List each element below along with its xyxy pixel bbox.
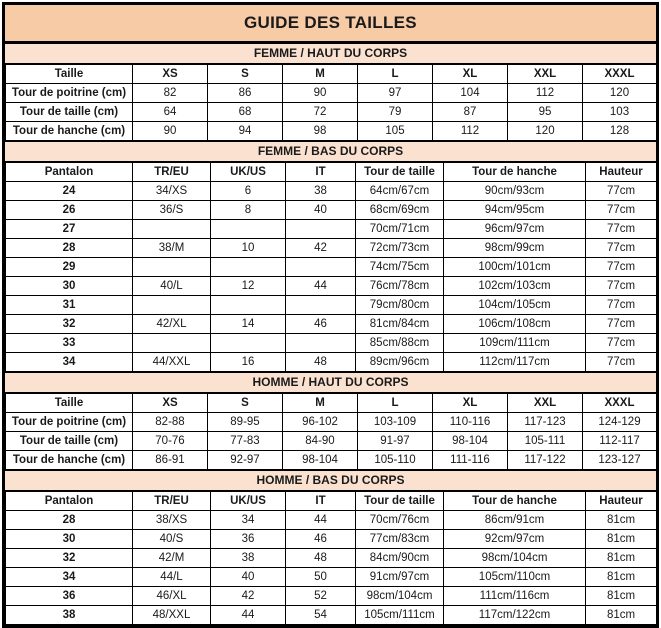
table-cell: 77cm	[586, 201, 657, 220]
page-title: GUIDE DES TAILLES	[5, 5, 656, 43]
table-row	[6, 451, 657, 470]
table-cell: 10	[211, 239, 286, 258]
table-cell: 77cm	[586, 220, 657, 239]
table-cell: 74cm/75cm	[356, 258, 444, 277]
table-cell: Tour de poitrine (cm)	[6, 84, 133, 103]
table-cell: 98-104	[433, 432, 508, 451]
column-header-cell: S	[208, 65, 283, 84]
table-cell: 117-123	[508, 413, 583, 432]
table-cell: 92cm/97cm	[444, 530, 586, 549]
column-header-cell: TR/EU	[133, 492, 211, 511]
table-row	[6, 568, 657, 587]
table-cell: 81cm	[586, 511, 657, 530]
table-cell: Tour de hanche (cm)	[6, 451, 133, 470]
table-cell: 72	[283, 103, 358, 122]
table-row	[6, 549, 657, 568]
table-cell: 98cm/104cm	[444, 549, 586, 568]
table-cell: 97	[358, 84, 433, 103]
table-cell: 28	[6, 239, 133, 258]
table-cell: 120	[508, 122, 583, 141]
table-cell: 77cm	[586, 296, 657, 315]
table-cell: 112	[508, 84, 583, 103]
table-cell: 86	[208, 84, 283, 103]
table-cell: 103	[583, 103, 657, 122]
table-cell: 87	[433, 103, 508, 122]
table-cell: 70cm/71cm	[356, 220, 444, 239]
table-cell: 44	[286, 277, 356, 296]
table-cell: 82-88	[133, 413, 208, 432]
table-cell: 81cm	[586, 530, 657, 549]
table-cell: 34	[211, 511, 286, 530]
table-cell: 104	[433, 84, 508, 103]
table-cell: 96-102	[283, 413, 358, 432]
table-cell: 105-110	[358, 451, 433, 470]
table-cell: 50	[286, 568, 356, 587]
table-cell: 94cm/95cm	[444, 201, 586, 220]
table-row	[6, 239, 657, 258]
femme-haut-table	[5, 64, 657, 141]
table-cell: Tour de hanche (cm)	[6, 122, 133, 141]
table-cell	[211, 220, 286, 239]
table-cell: 44	[211, 606, 286, 625]
table-cell: 77cm	[586, 182, 657, 201]
table-header-row	[6, 394, 657, 413]
table-cell: 38	[211, 549, 286, 568]
table-cell: 77cm	[586, 258, 657, 277]
table-cell: 112-117	[583, 432, 657, 451]
column-header-cell: XL	[433, 65, 508, 84]
table-cell: 92-97	[208, 451, 283, 470]
table-row	[6, 258, 657, 277]
table-header-row	[6, 65, 657, 84]
table-cell: 77cm	[586, 334, 657, 353]
column-header-cell: XS	[133, 394, 208, 413]
table-cell: 46	[286, 530, 356, 549]
table-cell: 124-129	[583, 413, 657, 432]
table-cell: 42	[286, 239, 356, 258]
table-header-row	[6, 163, 657, 182]
table-cell: 46/XL	[133, 587, 211, 606]
table-cell: 31	[6, 296, 133, 315]
table-cell: 105cm/111cm	[356, 606, 444, 625]
table-cell	[133, 296, 211, 315]
table-cell: 28	[6, 511, 133, 530]
table-cell: 42	[211, 587, 286, 606]
table-cell: 128	[583, 122, 657, 141]
table-row	[6, 511, 657, 530]
column-header-cell: S	[208, 394, 283, 413]
table-cell: 52	[286, 587, 356, 606]
table-cell: 40/S	[133, 530, 211, 549]
table-cell: 64cm/67cm	[356, 182, 444, 201]
column-header-cell: UK/US	[211, 492, 286, 511]
column-header-cell: IT	[286, 492, 356, 511]
table-row	[6, 530, 657, 549]
table-cell: 42/M	[133, 549, 211, 568]
table-cell: 76cm/78cm	[356, 277, 444, 296]
homme-haut-table	[5, 393, 657, 470]
table-cell: 38	[286, 182, 356, 201]
table-cell: 40/L	[133, 277, 211, 296]
table-cell: 29	[6, 258, 133, 277]
table-cell: 106cm/108cm	[444, 315, 586, 334]
table-cell: 16	[211, 353, 286, 372]
column-header-cell: IT	[286, 163, 356, 182]
table-cell: 72cm/73cm	[356, 239, 444, 258]
table-cell	[286, 220, 356, 239]
column-header-cell: L	[358, 394, 433, 413]
table-cell: 90cm/93cm	[444, 182, 586, 201]
column-header-cell: Hauteur	[586, 163, 657, 182]
table-cell: 54	[286, 606, 356, 625]
table-row	[6, 432, 657, 451]
table-cell: 77-83	[208, 432, 283, 451]
table-cell: 100cm/101cm	[444, 258, 586, 277]
table-row	[6, 277, 657, 296]
table-cell: 84cm/90cm	[356, 549, 444, 568]
table-cell: 105-111	[508, 432, 583, 451]
table-cell: 12	[211, 277, 286, 296]
table-cell: 27	[6, 220, 133, 239]
column-header-cell: Tour de hanche	[444, 163, 586, 182]
column-header-cell: M	[283, 65, 358, 84]
table-cell: 33	[6, 334, 133, 353]
table-cell: 79cm/80cm	[356, 296, 444, 315]
table-row	[6, 587, 657, 606]
table-cell: 68	[208, 103, 283, 122]
table-cell: 6	[211, 182, 286, 201]
table-cell	[133, 258, 211, 277]
table-cell	[286, 334, 356, 353]
column-header-cell: XXXL	[583, 394, 657, 413]
table-cell: 48/XXL	[133, 606, 211, 625]
column-header-cell: TR/EU	[133, 163, 211, 182]
column-header-cell: Taille	[6, 394, 133, 413]
table-row	[6, 84, 657, 103]
table-cell: 77cm	[586, 239, 657, 258]
column-header-cell: M	[283, 394, 358, 413]
table-cell: 70-76	[133, 432, 208, 451]
table-cell: 89cm/96cm	[356, 353, 444, 372]
table-row	[6, 315, 657, 334]
table-cell: 34	[6, 353, 133, 372]
column-header-cell: Pantalon	[6, 163, 133, 182]
table-header-row	[6, 492, 657, 511]
table-cell: 79	[358, 103, 433, 122]
table-cell: 38	[6, 606, 133, 625]
table-cell: Tour de poitrine (cm)	[6, 413, 133, 432]
table-cell: 38/M	[133, 239, 211, 258]
table-cell: 70cm/76cm	[356, 511, 444, 530]
table-cell: 34	[6, 568, 133, 587]
table-cell	[211, 258, 286, 277]
table-cell: 77cm	[586, 315, 657, 334]
table-cell: 8	[211, 201, 286, 220]
table-cell: 81cm	[586, 568, 657, 587]
table-cell: 111cm/116cm	[444, 587, 586, 606]
table-cell: 105	[358, 122, 433, 141]
table-cell: 123-127	[583, 451, 657, 470]
table-cell: 30	[6, 277, 133, 296]
table-cell	[286, 258, 356, 277]
table-cell: 120	[583, 84, 657, 103]
table-cell: 40	[286, 201, 356, 220]
table-cell: 32	[6, 549, 133, 568]
column-header-cell: XXXL	[583, 65, 657, 84]
table-cell: 48	[286, 549, 356, 568]
table-cell: 77cm	[586, 277, 657, 296]
table-cell: 42/XL	[133, 315, 211, 334]
table-cell: 36/S	[133, 201, 211, 220]
table-row	[6, 353, 657, 372]
table-cell: 105cm/110cm	[444, 568, 586, 587]
table-cell: 91-97	[358, 432, 433, 451]
table-cell: 90	[283, 84, 358, 103]
table-cell: 96cm/97cm	[444, 220, 586, 239]
table-cell: 95	[508, 103, 583, 122]
table-cell	[211, 334, 286, 353]
homme-bas-table	[5, 491, 657, 625]
table-cell: 77cm	[586, 353, 657, 372]
section-heading-femme-haut: FEMME / HAUT DU CORPS	[5, 43, 656, 64]
table-cell: 81cm	[586, 549, 657, 568]
table-cell: 89-95	[208, 413, 283, 432]
table-cell: 102cm/103cm	[444, 277, 586, 296]
table-cell: 81cm	[586, 587, 657, 606]
table-cell: 86cm/91cm	[444, 511, 586, 530]
column-header-cell: Hauteur	[586, 492, 657, 511]
table-cell: 68cm/69cm	[356, 201, 444, 220]
table-cell: 117-122	[508, 451, 583, 470]
size-guide-frame	[2, 2, 659, 628]
table-cell: Tour de taille (cm)	[6, 432, 133, 451]
table-cell: 111-116	[433, 451, 508, 470]
column-header-cell: XS	[133, 65, 208, 84]
column-header-cell: Taille	[6, 65, 133, 84]
table-row	[6, 122, 657, 141]
table-cell: 44	[286, 511, 356, 530]
table-cell: 98cm/99cm	[444, 239, 586, 258]
table-cell: 110-116	[433, 413, 508, 432]
table-cell: 32	[6, 315, 133, 334]
table-cell: 86-91	[133, 451, 208, 470]
column-header-cell: XXL	[508, 65, 583, 84]
table-cell: 90	[133, 122, 208, 141]
table-cell: 84-90	[283, 432, 358, 451]
table-cell	[211, 296, 286, 315]
table-cell: 38/XS	[133, 511, 211, 530]
table-cell: 98	[283, 122, 358, 141]
table-cell: 94	[208, 122, 283, 141]
table-cell: 103-109	[358, 413, 433, 432]
table-row	[6, 220, 657, 239]
table-cell: 26	[6, 201, 133, 220]
column-header-cell: Tour de hanche	[444, 492, 586, 511]
table-cell: 24	[6, 182, 133, 201]
table-cell: 112	[433, 122, 508, 141]
femme-bas-table	[5, 162, 657, 372]
table-cell	[286, 296, 356, 315]
table-cell: 64	[133, 103, 208, 122]
table-cell: 109cm/111cm	[444, 334, 586, 353]
table-cell: 48	[286, 353, 356, 372]
section-heading-homme-haut: HOMME / HAUT DU CORPS	[5, 372, 656, 393]
table-cell: 85cm/88cm	[356, 334, 444, 353]
table-cell: 36	[6, 587, 133, 606]
table-row	[6, 334, 657, 353]
table-cell: Tour de taille (cm)	[6, 103, 133, 122]
table-row	[6, 201, 657, 220]
table-cell: 36	[211, 530, 286, 549]
table-cell: 104cm/105cm	[444, 296, 586, 315]
table-cell	[133, 220, 211, 239]
table-cell: 44/L	[133, 568, 211, 587]
table-cell: 77cm/83cm	[356, 530, 444, 549]
table-cell: 30	[6, 530, 133, 549]
column-header-cell: L	[358, 65, 433, 84]
table-cell	[133, 334, 211, 353]
table-cell: 98-104	[283, 451, 358, 470]
section-heading-homme-bas: HOMME / BAS DU CORPS	[5, 470, 656, 491]
table-cell: 40	[211, 568, 286, 587]
table-cell: 82	[133, 84, 208, 103]
column-header-cell: Tour de taille	[356, 163, 444, 182]
table-row	[6, 413, 657, 432]
table-cell: 44/XXL	[133, 353, 211, 372]
table-cell: 81cm/84cm	[356, 315, 444, 334]
column-header-cell: Tour de taille	[356, 492, 444, 511]
column-header-cell: Pantalon	[6, 492, 133, 511]
table-cell: 98cm/104cm	[356, 587, 444, 606]
table-cell: 46	[286, 315, 356, 334]
table-row	[6, 182, 657, 201]
column-header-cell: XXL	[508, 394, 583, 413]
column-header-cell: UK/US	[211, 163, 286, 182]
table-cell: 117cm/122cm	[444, 606, 586, 625]
table-cell: 34/XS	[133, 182, 211, 201]
table-row	[6, 103, 657, 122]
column-header-cell: XL	[433, 394, 508, 413]
table-cell: 91cm/97cm	[356, 568, 444, 587]
table-cell: 14	[211, 315, 286, 334]
table-cell: 81cm	[586, 606, 657, 625]
table-row	[6, 296, 657, 315]
section-heading-femme-bas: FEMME / BAS DU CORPS	[5, 141, 656, 162]
table-cell: 112cm/117cm	[444, 353, 586, 372]
